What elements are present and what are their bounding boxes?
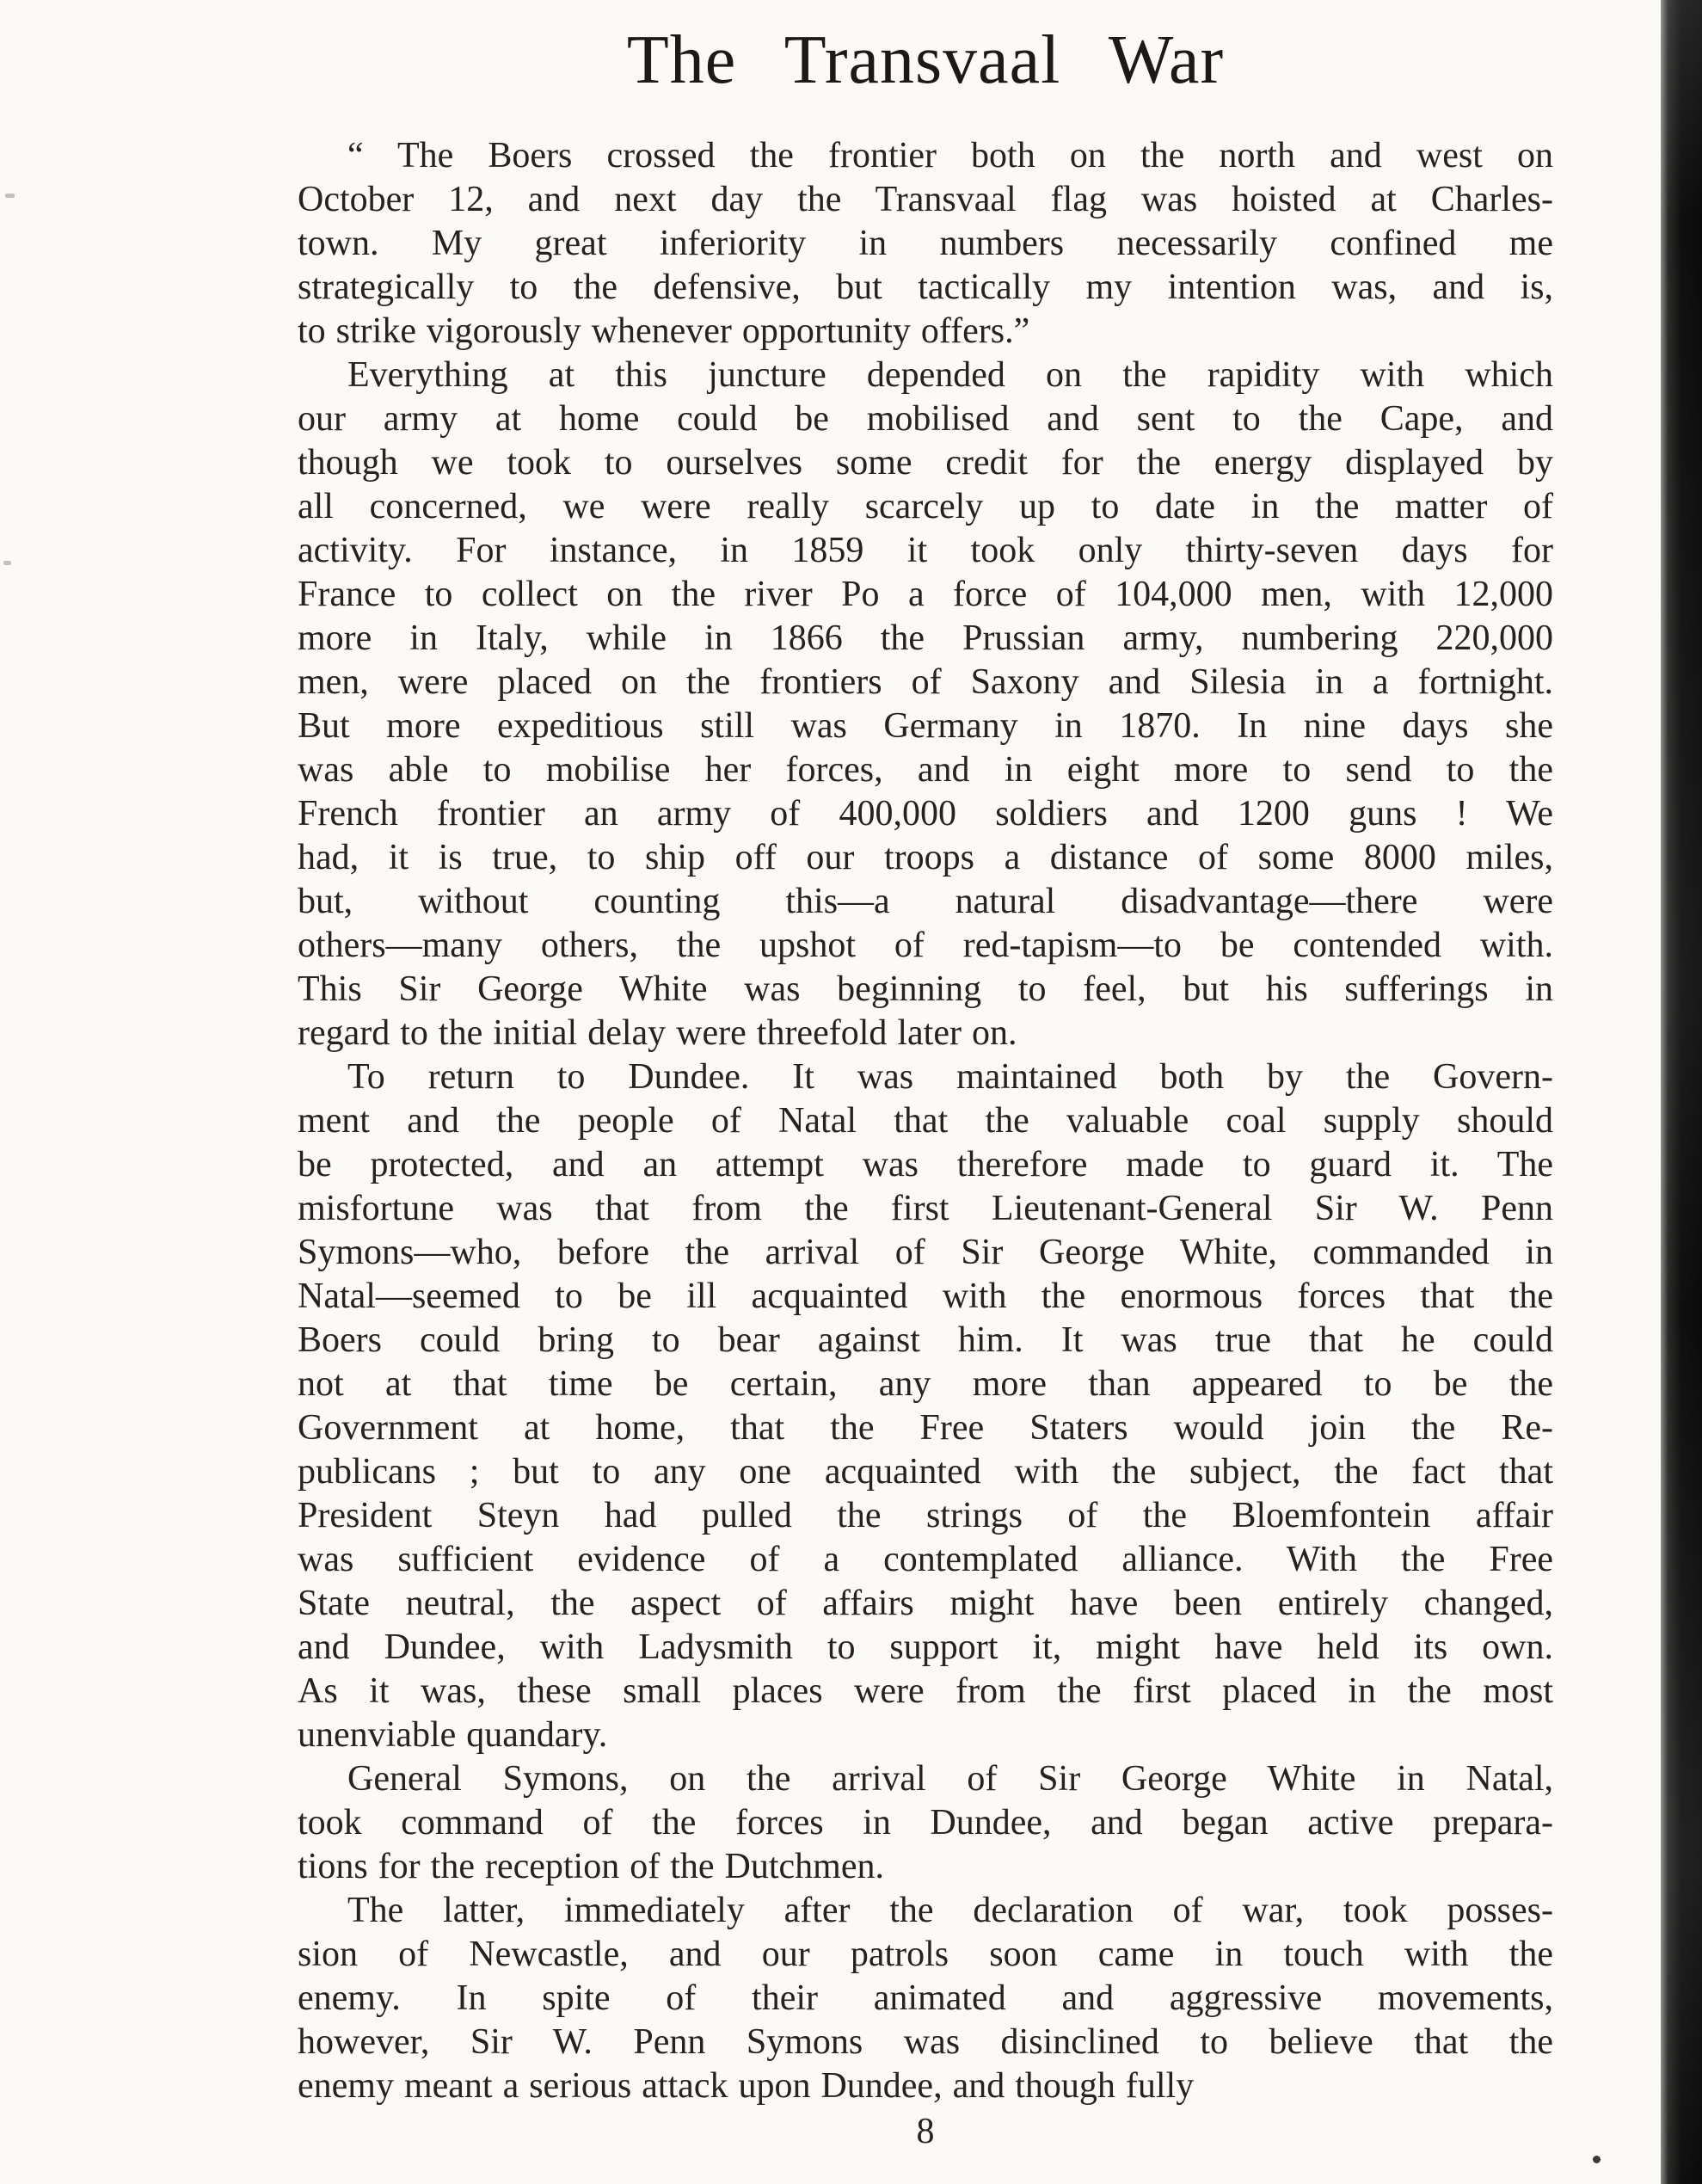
text-line: France to collect on the river Po a force of 104,000 men, with 12,000 <box>298 575 1553 614</box>
text-line: misfortune was that from the first Lieutenant-General Sir W. Penn <box>298 1189 1553 1228</box>
text-line: Government at home, that the Free Staters would join the Re- <box>298 1408 1553 1448</box>
text-line: enemy. In spite of their animated and aggressive movements, <box>298 1978 1553 2018</box>
text-line: more in Italy, while in 1866 the Prussian army, numbering 220,000 <box>298 618 1553 658</box>
text-line: The latter, immediately after the declaration of war, took posses- <box>347 1891 1553 1930</box>
text-line: Everything at this juncture depended on the rapidity with which <box>347 355 1553 395</box>
text-line: men, were placed on the frontiers of Saxony and Silesia in a fortnight. <box>298 662 1553 702</box>
page-title: The Transvaal War <box>626 22 1225 98</box>
text-line: “ The Boers crossed the frontier both on the north and west on <box>347 136 1553 175</box>
paragraph <box>298 1055 1553 1757</box>
text-line: town. My great inferiority in numbers necessarily confined me <box>298 224 1553 263</box>
text-line: and Dundee, with Ladysmith to support it, might have held its own. <box>298 1627 1553 1667</box>
scan-dot <box>1593 2156 1601 2163</box>
text-line: to strike vigorously whenever opportunity offers.” <box>298 311 1030 351</box>
text-line: was able to mobilise her forces, and in eight more to send to the <box>298 750 1553 790</box>
text-line: But more expeditious still was Germany in 1870. In nine days she <box>298 706 1553 746</box>
text-line: Boers could bring to bear against him. It was true that he could <box>298 1320 1553 1360</box>
text-line: This Sir George White was beginning to feel, but his sufferings in <box>298 969 1553 1009</box>
text-line: French frontier an army of 400,000 soldiers and 1200 guns ! We <box>298 794 1553 834</box>
text-line: was sufficient evidence of a contemplated alliance. With the Free <box>298 1540 1553 1579</box>
paragraph <box>298 354 1553 1055</box>
text-line: though we took to ourselves some credit for the energy displayed by <box>298 443 1553 483</box>
text-line: As it was, these small places were from the first placed in the most <box>298 1671 1553 1711</box>
text-line: our army at home could be mobilised and sent to the Cape, and <box>298 399 1553 439</box>
text-line: publicans ; but to any one acquainted with the subject, the fact that <box>298 1452 1553 1492</box>
scan-speckle <box>5 194 15 198</box>
scan-edge-shadow <box>1661 0 1702 2184</box>
text-line: but, without counting this—a natural disadvantage—there were <box>298 882 1553 921</box>
text-line: President Steyn had pulled the strings of the Bloemfontein affair <box>298 1496 1553 1535</box>
text-line: Natal—seemed to be ill acquainted with the enormous forces that the <box>298 1277 1553 1316</box>
text-line: tions for the reception of the Dutchmen. <box>298 1847 884 1886</box>
text-line: Symons—who, before the arrival of Sir George White, commanded in <box>298 1233 1553 1272</box>
paragraph <box>298 1889 1553 2108</box>
text-line: General Symons, on the arrival of Sir George White in Natal, <box>347 1759 1553 1799</box>
text-line: State neutral, the aspect of affairs might have been entirely changed, <box>298 1584 1553 1623</box>
page-number: 8 <box>916 2112 935 2151</box>
text-line: all concerned, we were really scarcely up to date in the matter of <box>298 487 1553 526</box>
text-block <box>298 134 1553 2108</box>
paragraph <box>298 1757 1553 1889</box>
text-line: strategically to the defensive, but tactically my intention was, and is, <box>298 268 1553 307</box>
text-line: not at that time be certain, any more than appeared to be the <box>298 1364 1553 1404</box>
scan-speckle <box>3 561 11 565</box>
text-line: ment and the people of Natal that the valuable coal supply should <box>298 1101 1553 1141</box>
text-line: unenviable quandary. <box>298 1715 608 1755</box>
text-line: took command of the forces in Dundee, and began active prepara- <box>298 1803 1553 1843</box>
text-line: regard to the initial delay were threefold later on. <box>298 1013 1017 1053</box>
text-line: be protected, and an attempt was therefore made to guard it. The <box>298 1145 1553 1184</box>
text-line: To return to Dundee. It was maintained both by the Govern- <box>347 1057 1553 1097</box>
text-line: had, it is true, to ship off our troops a distance of some 8000 miles, <box>298 838 1553 877</box>
text-line: others—many others, the upshot of red-tapism—to be contended with. <box>298 926 1553 965</box>
text-line: however, Sir W. Penn Symons was disinclined to believe that the <box>298 2022 1553 2062</box>
text-line: sion of Newcastle, and our patrols soon came in touch with the <box>298 1935 1553 1974</box>
text-line: enemy meant a serious attack upon Dundee, and though fully <box>298 2066 1195 2106</box>
text-line: October 12, and next day the Transvaal flag was hoisted at Charles- <box>298 180 1553 219</box>
page-content <box>298 24 1553 2154</box>
text-line: activity. For instance, in 1859 it took only thirty-seven days for <box>298 531 1553 570</box>
paragraph <box>298 134 1553 354</box>
